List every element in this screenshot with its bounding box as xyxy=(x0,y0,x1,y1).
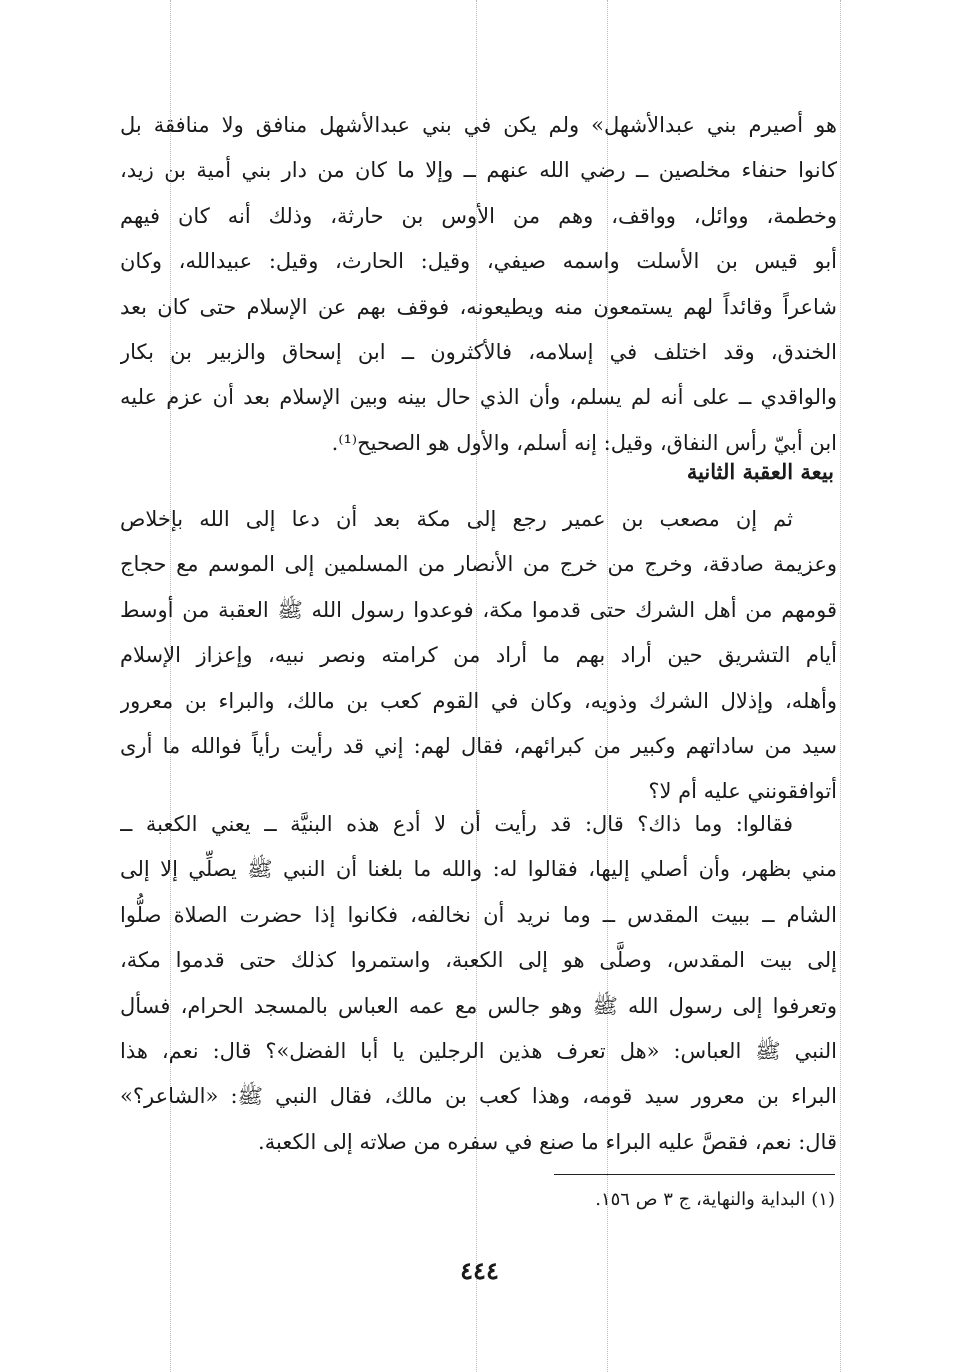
section-heading: بيعة العقبة الثانية xyxy=(686,459,834,484)
text-line: أبو قيس بن الأسلت واسمه صيفي، وقيل: الحارث، وقيل: عبيدالله، وكان xyxy=(120,249,837,274)
text-line: كانوا حنفاء مخلصين ــ رضي الله عنهم ــ وإلا ما كان من دار بني أمية بن زيد، xyxy=(120,158,837,183)
footnote-divider xyxy=(554,1174,835,1175)
text-line: وعزيمة صادقة، وخرج من خرج من الأنصار من المسلمين إلى الموسم مع حجاج xyxy=(120,552,837,577)
text-line: البراء بن معرور سيد قومه، وهذا كعب بن مالك، فقال النبي ﷺ: «الشاعر؟» xyxy=(120,1084,837,1109)
text-line: ثم إن مصعب بن عمير رجع إلى مكة بعد أن دعا إلى الله بإخلاص xyxy=(120,507,793,531)
text-line: وتعرفوا إلى رسول الله ﷺ وهو جالس مع عمه العباس بالمسجد الحرام، فسأل xyxy=(120,993,837,1018)
paragraph-2 xyxy=(120,497,837,815)
text-line: وأهله، وإذلال الشرك وذويه، وكان في القوم كعب بن مالك، والبراء بن معرور xyxy=(120,688,837,713)
scan-artifact-line xyxy=(840,0,841,1372)
text-line: إلى بيت المقدس، وصلَّى هو إلى الكعبة، واستمروا كذلك حتى قدموا مكة، xyxy=(120,948,837,973)
paragraph-1 xyxy=(120,103,837,466)
text-line: قال: نعم، فقصَّ عليه البراء ما صنع في سفره من صلاته إلى الكعبة. xyxy=(258,1129,837,1154)
text-line: الخندق، وقد اختلف في إسلامه، فالأكثرون ــ ابن إسحاق والزبير بن بكار xyxy=(120,339,837,364)
text-line: مني بظهر، وأن أصلي إليها، فقالوا له: والله ما بلغنا أن النبي ﷺ يصلِّي إلا إلى xyxy=(120,857,837,882)
text-line: أتوافقونني عليه أم لا؟ xyxy=(648,779,837,804)
text-line: أيام التشريق حين أراد بهم ما أراد من كرامته ونصر نبيه، وإعزاز الإسلام xyxy=(120,643,837,668)
text-line: قومهم من أهل الشرك حتى قدموا مكة، فوعدوا رسول الله ﷺ العقبة من أوسط xyxy=(120,597,837,622)
footnote: (١) البداية والنهاية، ج ٣ ص ١٥٦. xyxy=(595,1189,835,1210)
text-line: سيد من ساداتهم وكبير من كبرائهم، فقال لهم: إني قد رأيت رأياً فوالله ما أرى xyxy=(120,733,837,758)
text-line: وخطمة، ووائل، وواقف، وهم من الأوس بن حارثة، وذلك أنه كان فيهم xyxy=(120,203,837,228)
text-line: فقالوا: وما ذاك؟ قال: قد رأيت أن لا أدع هذه البنيَّة ــ يعني الكعبة ــ xyxy=(120,812,793,836)
text-line: ابن أبيّ رأس النفاق، وقيل: إنه أسلم، والأول هو الصحيح⁽¹⁾. xyxy=(331,430,837,455)
text-line: شاعراً وقائداً لهم يستمعون منه ويطيعونه، فوقف بهم عن الإسلام حتى كان بعد xyxy=(120,294,837,319)
text-line: النبي ﷺ العباس: «هل تعرف هذين الرجلين يا أبا الفضل»؟ قال: نعم، هذا xyxy=(120,1038,837,1063)
text-line: هو أصيرم بني عبدالأشهل» ولم يكن في بني عبدالأشهل منافق ولا منافقة بل xyxy=(120,113,837,137)
page-number: ٤٤٤ xyxy=(460,1256,499,1285)
paragraph-3 xyxy=(120,802,837,1165)
text-line: الشام ــ ببيت المقدس ــ وما نريد أن نخالفه، فكانوا إذا حضرت الصلاة صلُّوا xyxy=(120,902,837,927)
text-line: والواقدي ــ على أنه لم يسلم، وأن الذي حال بينه وبين الإسلام بعد أن عزم عليه xyxy=(120,385,837,410)
